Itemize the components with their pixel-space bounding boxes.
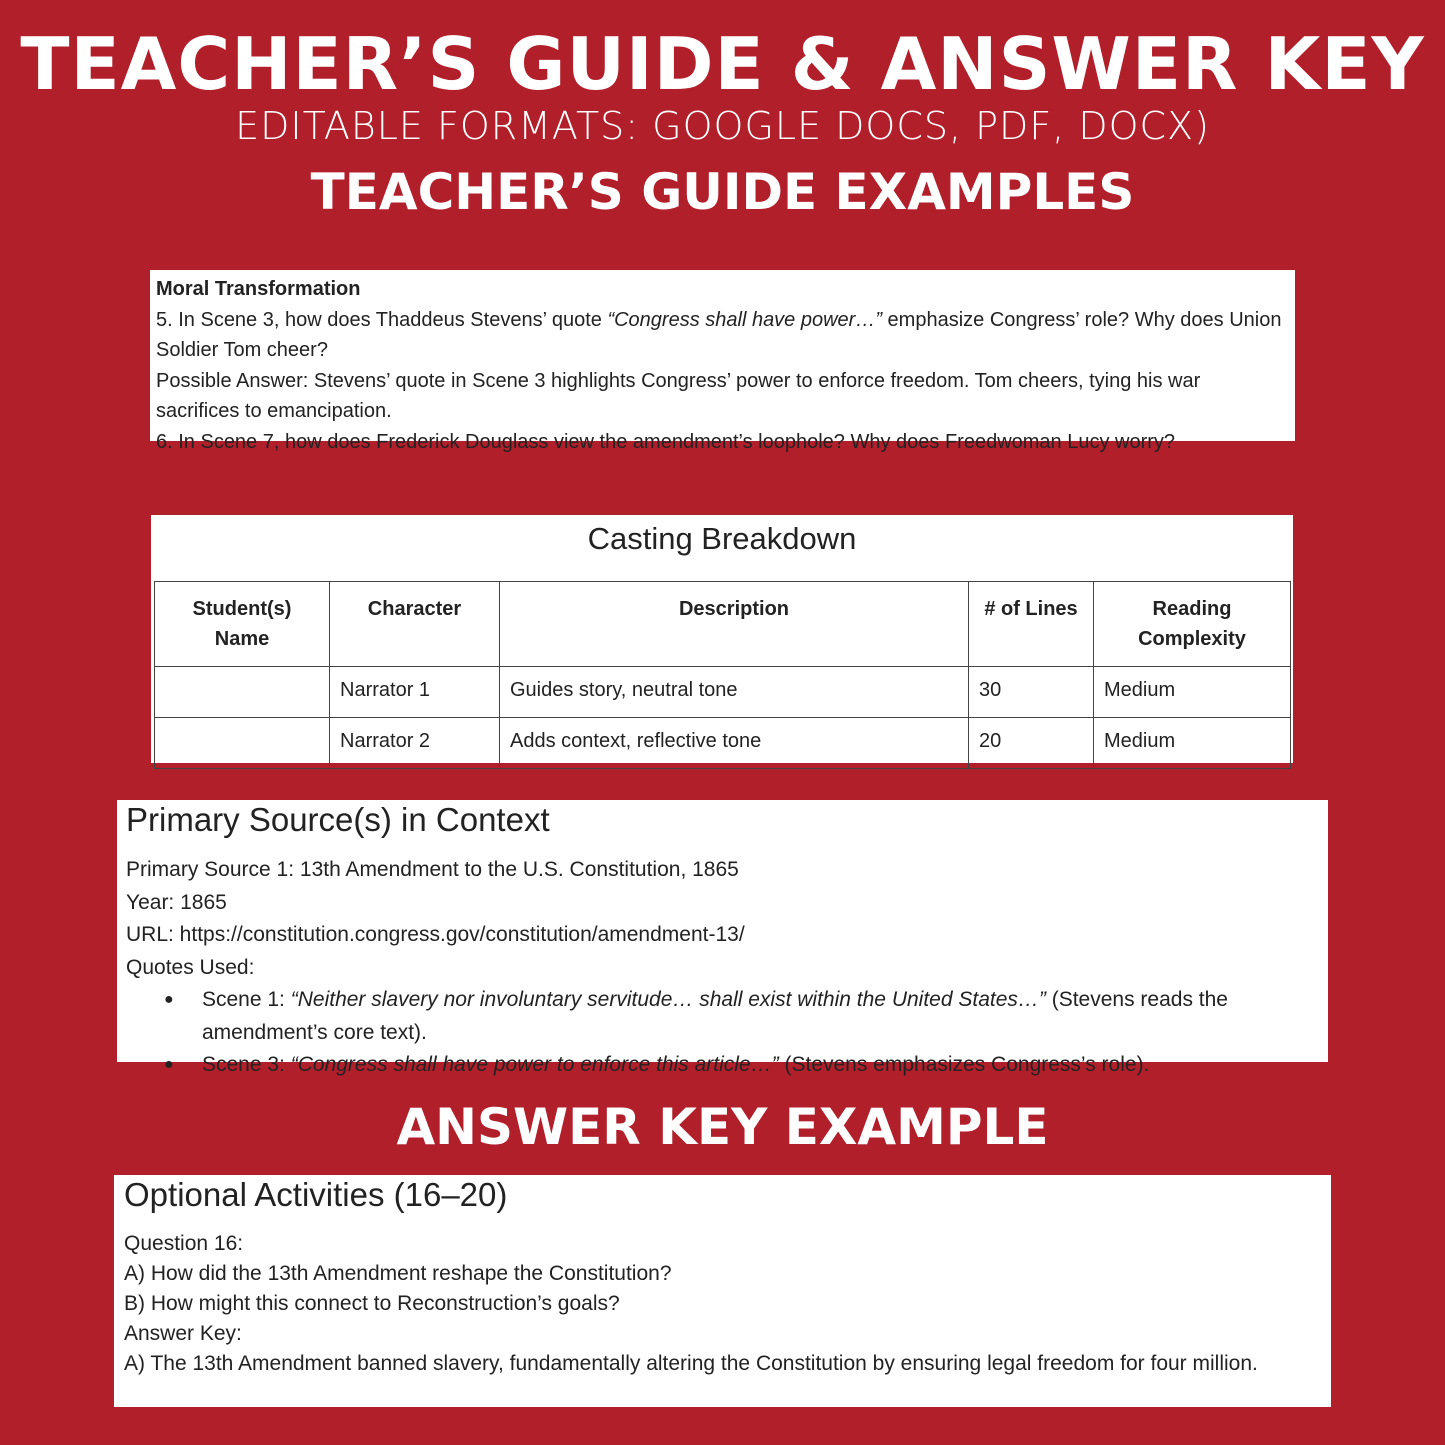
section-heading-guide: TEACHER’S GUIDE EXAMPLES <box>310 163 1135 221</box>
question-6: 6. In Scene 7, how does Frederick Douglass view the amendment’s loophole? Why does Freedwoman Lucy worry? <box>156 430 1176 453</box>
cell <box>155 667 330 718</box>
casting-breakdown-card <box>151 515 1293 763</box>
subtitle: EDITABLE FORMATS: GOOGLE DOCS, PDF, DOCX) <box>235 104 1210 148</box>
cell: 30 <box>969 667 1094 718</box>
casting-table <box>154 581 1291 769</box>
text-line: A) The 13th Amendment banned slavery, fundamentally altering the Constitution by ensuring legal freedom for four million. <box>124 1352 1258 1375</box>
section-heading-answer-key: ANSWER KEY EXAMPLE <box>396 1098 1049 1156</box>
cell <box>155 718 330 769</box>
primary-source-card <box>117 800 1328 1076</box>
quotes-list <box>164 984 1319 1082</box>
source-line: Primary Source 1: 13th Amendment to the U.S. Constitution, 1865 <box>126 858 739 881</box>
card-heading: Moral Transformation <box>156 278 361 300</box>
optional-title: Optional Activities (16–20) <box>124 1176 508 1213</box>
cell: Narrator 1 <box>330 667 500 718</box>
text-line: Question 16: <box>124 1232 244 1255</box>
table-row <box>155 718 1291 769</box>
cell: Guides story, neutral tone <box>500 667 969 718</box>
moral-transformation-card <box>150 270 1295 453</box>
casting-title: Casting Breakdown <box>587 521 857 556</box>
cell: 20 <box>969 718 1094 769</box>
text-line: B) How might this connect to Reconstruction’s goals? <box>124 1292 620 1315</box>
possible-answer: Possible Answer: Stevens’ quote in Scene 3 highlights Congress’ power to enforce freedom. Tom cheers, tying his war sacrifices to emancipation. <box>156 369 1201 422</box>
optional-activities-card <box>114 1175 1331 1407</box>
cell: Medium <box>1094 718 1291 769</box>
cell: Narrator 2 <box>330 718 500 769</box>
table-header-row <box>155 582 1291 667</box>
table-row <box>155 667 1291 718</box>
primary-title: Primary Source(s) in Context <box>126 801 550 838</box>
url-line: URL: https://constitution.congress.gov/constitution/amendment-13/ <box>126 923 745 946</box>
main-title: TEACHER’S GUIDE & ANSWER KEY <box>20 22 1425 106</box>
list-item: ● Scene 1: “Neither slavery nor involuntary servitude… shall exist within the United States…” (Stevens reads the amendment’s core text). <box>164 984 1319 1049</box>
quotes-label: Quotes Used: <box>126 955 255 979</box>
year-line: Year: 1865 <box>126 890 227 914</box>
text-line: Answer Key: <box>124 1322 242 1345</box>
question-5: 5. In Scene 3, how does Thaddeus Stevens’ quote “Congress shall have power…” emphasize Congress’ role? Why does Union Soldier Tom cheer? <box>156 308 1282 361</box>
column-header: Student(s) Name <box>155 582 330 667</box>
cell: Medium <box>1094 667 1291 718</box>
cell: Adds context, reflective tone <box>500 718 969 769</box>
column-header: Description <box>500 582 969 667</box>
column-header: Character <box>330 582 500 667</box>
list-item: ● Scene 3: “Congress shall have power to enforce this article…” (Stevens emphasizes Congress’s role). <box>164 1049 1319 1082</box>
column-header: Reading Complexity <box>1094 582 1291 667</box>
text-line: A) How did the 13th Amendment reshape the Constitution? <box>124 1262 672 1285</box>
column-header: # of Lines <box>969 582 1094 667</box>
